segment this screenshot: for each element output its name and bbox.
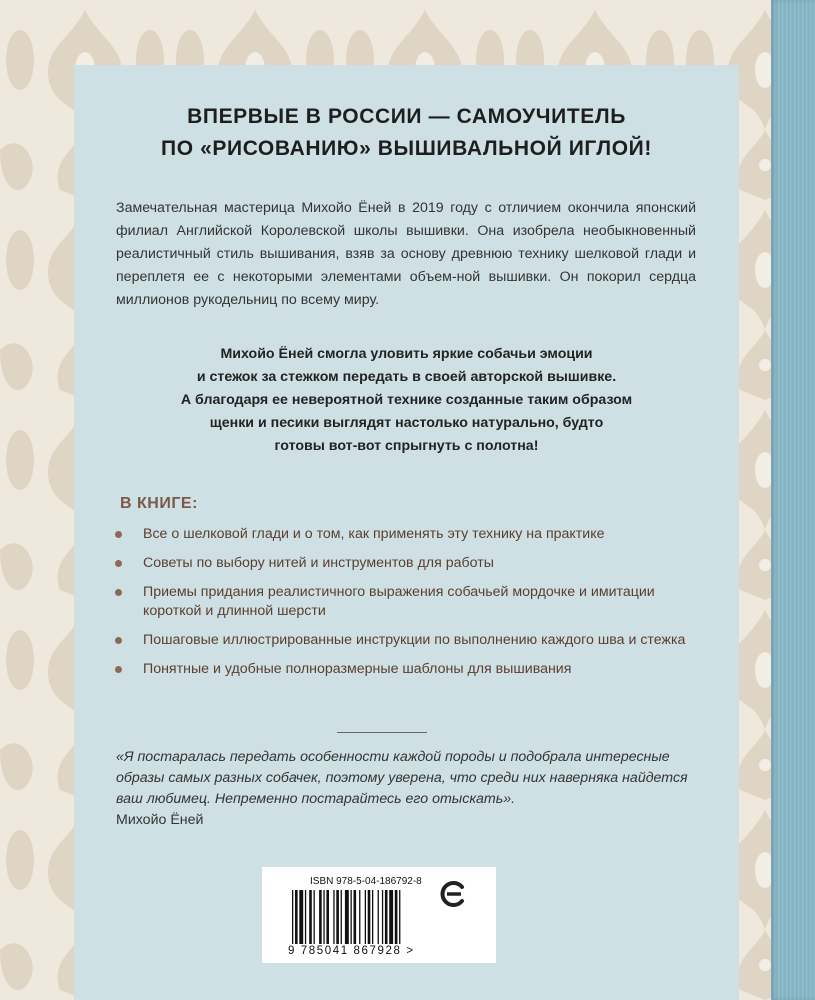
feature-item	[114, 554, 714, 573]
highlight-line: А благодаря ее невероятной технике созданные таким образом	[180, 392, 633, 408]
back-cover-panel	[74, 65, 739, 1000]
highlight-paragraph	[94, 343, 719, 458]
headline-line-1: ВПЕРВЫЕ В РОССИИ — САМОУЧИТЕЛЬ	[187, 105, 626, 128]
headline	[74, 101, 739, 165]
isbn-number: ISBN 978-5-04-186792-8	[310, 876, 422, 887]
in-book-heading: В КНИГЕ:	[120, 495, 198, 512]
feature-item	[114, 660, 714, 679]
feature-text: Приемы придания реалистичного выражения собачьей мордочке и имитации короткой и длинной шерсти	[143, 584, 655, 619]
bullet-icon	[115, 531, 122, 538]
feature-text: Понятные и удобные полноразмерные шаблоны для вышивания	[143, 661, 572, 677]
headline-line-2: ПО «РИСОВАНИЮ» ВЫШИВАЛЬНОЙ ИГЛОЙ!	[161, 137, 652, 160]
bullet-icon	[115, 666, 122, 673]
intro-paragraph: Замечательная мастерица Михойо Ёней в 2019 году с отличием окончила японский филиал Английской Королевской школы вышивки. Она изобрела необыкновенный реалистичный стиль вышивания, взяв за основу древнюю технику шелковой глади и переплетя ее с некоторыми элементами объем-ной вышивки. Он покорил сердца миллионов рукодельниц по всему миру.	[116, 200, 696, 308]
feature-item	[114, 583, 714, 621]
feature-item	[114, 631, 714, 650]
feature-item	[114, 525, 714, 544]
bullet-icon	[115, 560, 122, 567]
quote-author: Михойо Ёней	[116, 812, 204, 828]
book-spine-cloth	[771, 0, 815, 1000]
highlight-line: готовы вот-вот спрыгнуть с полотна!	[274, 438, 539, 454]
author-quote: «Я постаралась передать особенности каждой породы и подобрала интересные образы самых разных собачек, поэтому уверена, что среди них наверняка найдется ваш любимец. Непременно постарайтесь его отыскать».	[116, 749, 688, 807]
highlight-line: щенки и песики выглядят настолько натурально, будто	[209, 415, 604, 431]
feature-text: Пошаговые иллюстрированные инструкции по выполнению каждого шва и стежка	[143, 632, 686, 648]
divider-line	[337, 732, 427, 733]
feature-text: Все о шелковой глади и о том, как применять эту технику на практике	[143, 526, 605, 542]
eksmo-logo-icon	[440, 879, 468, 909]
barcode-digits: 9 785041 867928 >	[288, 945, 415, 957]
highlight-line: и стежок за стежком передать в своей авторской вышивке.	[196, 369, 617, 385]
bullet-icon	[115, 637, 122, 644]
highlight-line: Михойо Ёней смогла уловить яркие собачьи эмоции	[220, 346, 593, 362]
bullet-icon	[115, 589, 122, 596]
feature-text: Советы по выбору нитей и инструментов для работы	[143, 555, 494, 571]
feature-list	[114, 525, 714, 689]
